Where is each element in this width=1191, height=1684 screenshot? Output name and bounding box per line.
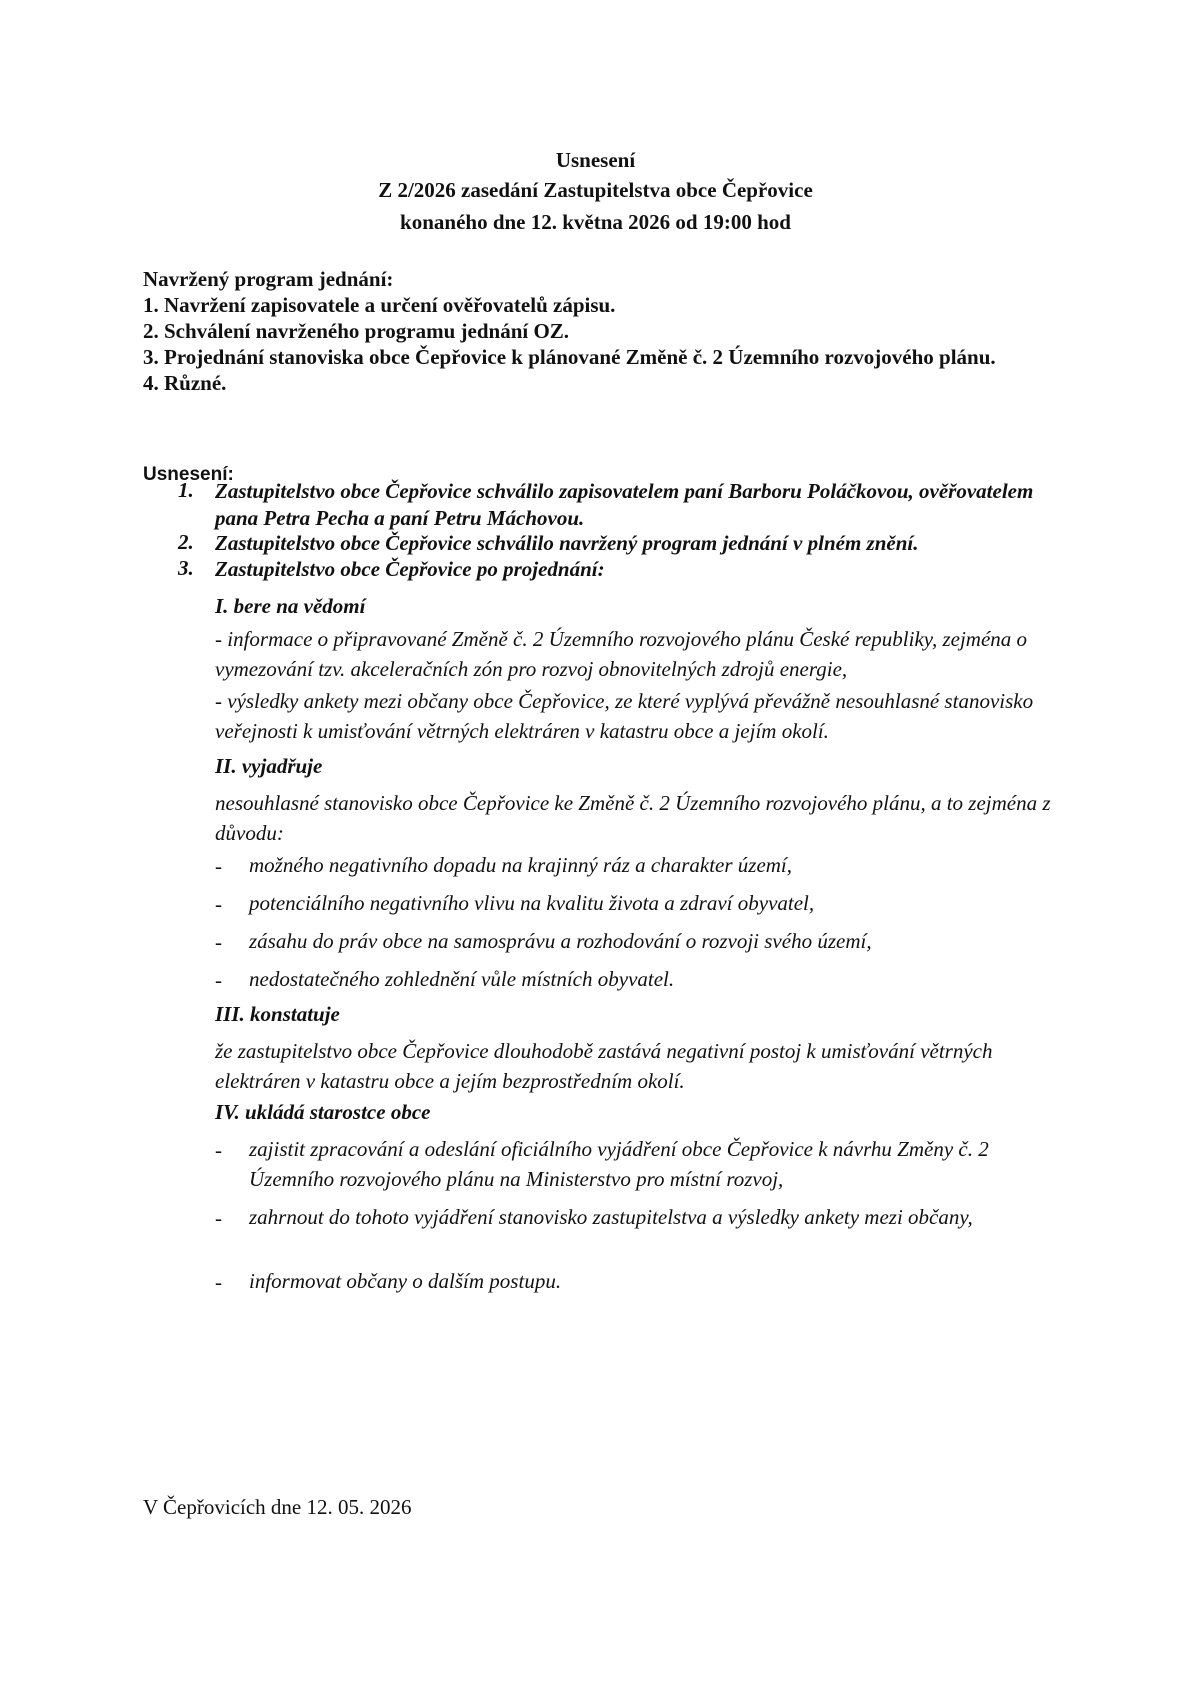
resolution-number: 3. bbox=[178, 556, 194, 580]
section-ii-bullet-1: možného negativního dopadu na krajinný ráz a charakter území, bbox=[249, 853, 793, 877]
section-iv-title: IV. ukládá starostce obce bbox=[215, 1100, 431, 1124]
bullet-dash: - bbox=[215, 892, 222, 916]
section-i-title: I. bere na vědomí bbox=[215, 594, 366, 618]
program-item-1: 1. Navržení zapisovatele a určení ověřovatelů zápisu. bbox=[143, 293, 616, 317]
place-and-date: V Čepřovicích dne 12. 05. 2026 bbox=[143, 1495, 412, 1519]
bullet-dash: - bbox=[215, 1138, 222, 1162]
section-ii-bullet-4: nedostatečného zohlednění vůle místních obyvatel. bbox=[249, 967, 675, 991]
section-ii-bullet-3: zásahu do práv obce na samosprávu a rozhodování o rozvoji svého území, bbox=[249, 929, 872, 953]
section-iv-bullet-2: zahrnout do tohoto vyjádření stanovisko zastupitelstva a výsledky ankety mezi občany, bbox=[249, 1205, 973, 1229]
bullet-dash: - bbox=[215, 930, 222, 954]
meeting-title: Z 2/2026 zasedání Zastupitelstva obce Čepřovice bbox=[378, 178, 813, 202]
section-iv-bullet-1: zajistit zpracování a odeslání oficiálního vyjádření obce Čepřovice k návrhu Změny č. 2 Územního rozvojového plánu na Ministerstvo pro místní rozvoj, bbox=[249, 1137, 989, 1191]
bullet-dash: - bbox=[215, 1206, 222, 1230]
program-heading: Navržený program jednání: bbox=[143, 267, 394, 291]
document-title: Usnesení bbox=[555, 148, 636, 172]
bullet-dash: - bbox=[215, 1270, 222, 1294]
section-iii-title: III. konstatuje bbox=[215, 1002, 340, 1026]
section-iii-text: že zastupitelstvo obce Čepřovice dlouhodobě zastává negativní postoj k umisťování větrných elektráren v katastru obce a jejím bezprostředním okolí. bbox=[215, 1039, 993, 1093]
section-i-paragraph-1: - informace o připravované Změně č. 2 Územního rozvojového plánu České republiky, zejména o vymezování tzv. akceleračních zón pro rozvoj obnovitelných zdrojů energie, bbox=[215, 627, 1028, 681]
proposed-program bbox=[143, 266, 1083, 396]
section-iv-bullet-3: informovat občany o dalším postupu. bbox=[249, 1269, 562, 1293]
program-item-3: 3. Projednání stanoviska obce Čepřovice k plánované Změně č. 2 Územního rozvojového plánu. bbox=[143, 345, 996, 369]
bullet-dash: - bbox=[215, 968, 222, 992]
resolution-text: Zastupitelstvo obce Čepřovice po projednání: bbox=[215, 557, 605, 581]
program-item-4: 4. Různé. bbox=[143, 371, 227, 395]
section-ii-bullet-2: potenciálního negativního vlivu na kvalitu života a zdraví obyvatel, bbox=[249, 891, 815, 915]
section-i-paragraph-2: - výsledky ankety mezi občany obce Čepřovice, ze které vyplývá převážně nesouhlasné stanovisko veřejnosti k umisťování větrných elektráren v katastru obce a jejím okolí. bbox=[215, 689, 1034, 743]
resolution-number: 2. bbox=[178, 530, 194, 554]
section-ii-intro: nesouhlasné stanovisko obce Čepřovice ke Změně č. 2 Územního rozvojového plánu, a to zejména z důvodu: bbox=[215, 791, 1051, 845]
bullet-dash: - bbox=[215, 854, 222, 878]
resolution-text: Zastupitelstvo obce Čepřovice schválilo zapisovatelem paní Barboru Poláčkovou, ověřovatelem pana Petra Pecha a paní Petru Máchovou. bbox=[215, 479, 1034, 530]
resolutions-heading: Usnesení: bbox=[143, 464, 234, 485]
section-ii-title: II. vyjadřuje bbox=[215, 754, 323, 778]
resolution-number: 1. bbox=[178, 478, 194, 502]
meeting-date: konaného dne 12. května 2026 od 19:00 hod bbox=[400, 210, 791, 234]
program-item-2: 2. Schválení navrženého programu jednání OZ. bbox=[143, 319, 570, 343]
resolution-text: Zastupitelstvo obce Čepřovice schválilo navržený program jednání v plném znění. bbox=[215, 531, 919, 555]
